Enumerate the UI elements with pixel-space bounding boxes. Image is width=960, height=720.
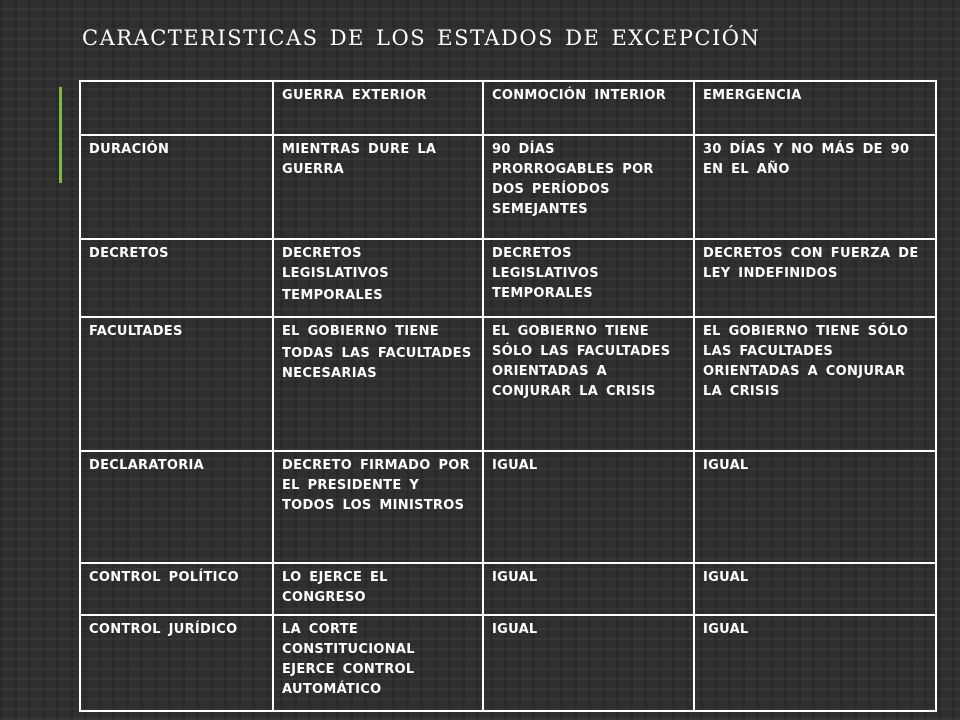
table-header-row: [80, 81, 936, 135]
table-cell: DECRETOS LEGISLATIVOS TEMPORALES: [483, 239, 694, 317]
row-label: DURACIÓN: [80, 135, 273, 239]
row-label: CONTROL POLÍTICO: [80, 563, 273, 615]
table-cell: [273, 317, 483, 451]
table-cell: EL GOBIERNO TIENE SÓLO LAS FACULTADES ORIENTADAS A CONJURAR LA CRISIS: [483, 317, 694, 451]
row-label: DECLARATORIA: [80, 451, 273, 563]
header-conmocion-interior: CONMOCIÓN INTERIOR: [483, 81, 694, 135]
row-label: CONTROL JURÍDICO: [80, 615, 273, 711]
table-row-decretos: [80, 239, 936, 317]
table-row-declaratoria: [80, 451, 936, 563]
table-row-control-juridico: [80, 615, 936, 711]
table-cell: LA CORTE CONSTITUCIONAL EJERCE CONTROL AUTOMÁTICO: [273, 615, 483, 711]
table-cell: DECRETOS CON FUERZA DE LEY INDEFINIDOS: [694, 239, 936, 317]
states-of-exception-table: [79, 80, 937, 712]
header-guerra-exterior: GUERRA EXTERIOR: [273, 81, 483, 135]
accent-bar: [59, 87, 62, 183]
table-cell: IGUAL: [694, 563, 936, 615]
table-row-duracion: [80, 135, 936, 239]
table-cell: EL GOBIERNO TIENE SÓLO LAS FACULTADES ORIENTADAS A CONJURAR LA CRISIS: [694, 317, 936, 451]
table-cell: [273, 239, 483, 317]
cell-line: TODAS LAS FACULTADES NECESARIAS: [282, 346, 472, 381]
table-cell: DECRETO FIRMADO POR EL PRESIDENTE Y TODOS LOS MINISTROS: [273, 451, 483, 563]
header-cell-empty: [80, 81, 273, 135]
table-cell: IGUAL: [694, 615, 936, 711]
table-cell: IGUAL: [483, 563, 694, 615]
slide-title: CARACTERISTICAS DE LOS ESTADOS DE EXCEPCIÓN: [82, 26, 761, 50]
table-row-control-politico: [80, 563, 936, 615]
table-cell: 90 DÍAS PRORROGABLES POR DOS PERÍODOS SEMEJANTES: [483, 135, 694, 239]
table-cell: 30 DÍAS Y NO MÁS DE 90 EN EL AÑO: [694, 135, 936, 239]
table-cell: IGUAL: [483, 615, 694, 711]
header-emergencia: EMERGENCIA: [694, 81, 936, 135]
table-row-facultades: [80, 317, 936, 451]
table-cell: LO EJERCE EL CONGRESO: [273, 563, 483, 615]
cell-line: TEMPORALES: [282, 288, 383, 303]
table-cell: IGUAL: [694, 451, 936, 563]
cell-line: DECRETOS LEGISLATIVOS: [282, 246, 389, 281]
cell-line: EL GOBIERNO TIENE: [282, 324, 439, 339]
table-cell: MIENTRAS DURE LA GUERRA: [273, 135, 483, 239]
table-cell: IGUAL: [483, 451, 694, 563]
row-label: FACULTADES: [80, 317, 273, 451]
row-label: DECRETOS: [80, 239, 273, 317]
